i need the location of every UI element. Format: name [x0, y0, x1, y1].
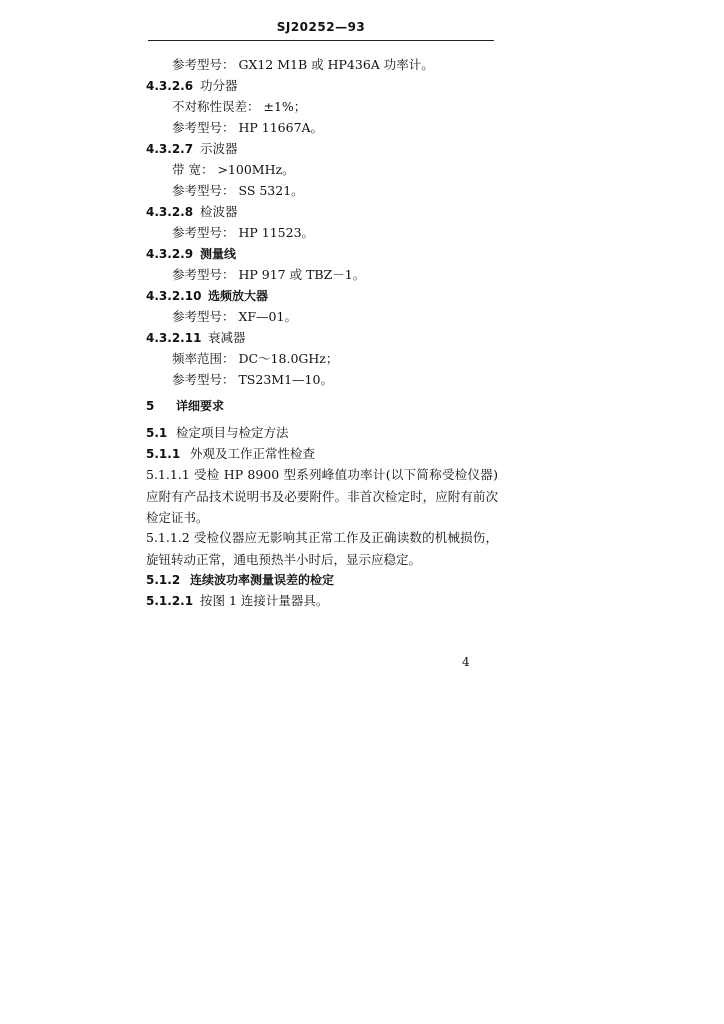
section-number: 4.3.2.9: [146, 247, 194, 261]
paragraph: 5.1.1.1 受检 HP 8900 型系列峰值功率计(以下简称受检仪器)应附有产品技术说明书及必要附件。非首次检定时，应附有前次检定证书。: [146, 467, 498, 525]
page-number: 4: [462, 655, 470, 669]
section-heading: [146, 288, 268, 304]
section-heading: [146, 246, 236, 262]
section-number: 5.1.2.1: [146, 594, 194, 608]
section-title: 详细要求: [176, 399, 225, 413]
section-number: 5.1.1: [146, 447, 181, 461]
text-line: 参考型号： GX12 M1B 或 HP436A 功率计。: [172, 57, 434, 72]
section-number: 4.3.2.7: [146, 142, 194, 156]
section-title: 连续波功率测量误差的检定: [190, 573, 335, 587]
section-title: 功分器: [200, 78, 238, 93]
section-heading: [146, 425, 289, 441]
section-number: 4.3.2.6: [146, 79, 194, 93]
section-title: 选频放大器: [208, 289, 269, 303]
text-line: 带 宽： >100MHz。: [172, 162, 295, 177]
section-title: 检定项目与检定方法: [176, 425, 289, 440]
text-line: 参考型号： HP 11667A。: [172, 120, 324, 135]
section-heading: [146, 78, 238, 94]
section-number: 4.3.2.8: [146, 205, 194, 219]
section-heading: [146, 398, 224, 414]
document-header: SJ20252—93: [276, 20, 366, 34]
text-line: 参考型号： SS 5321。: [172, 183, 304, 198]
section-heading: [146, 141, 238, 157]
section-number: 5: [146, 399, 155, 413]
section-heading: [146, 572, 334, 588]
paragraph: 5.1.1.2 受检仪器应无影响其正常工作及正确读数的机械损伤，旋钮转动正常，通电预热半小时后，显示应稳定。: [146, 530, 498, 567]
header-rule: [148, 40, 494, 41]
text-line: 参考型号： XF—01。: [172, 309, 297, 324]
section-number: 5.1.2: [146, 573, 181, 587]
section-title: 衰减器: [208, 330, 246, 345]
section-number: 4.3.2.11: [146, 331, 202, 345]
section-heading: [146, 204, 238, 220]
text-line: 参考型号： HP 11523。: [172, 225, 315, 240]
section-title: 示波器: [200, 141, 238, 156]
section-title: 按图 1 连接计量器具。: [200, 593, 329, 608]
section-heading: [146, 593, 328, 609]
text-line: 参考型号： HP 917 或 TBZ－1。: [172, 267, 366, 282]
section-title: 测量线: [200, 247, 237, 261]
text-line: 不对称性误差： ±1%；: [172, 99, 307, 114]
section-title: 检波器: [200, 204, 238, 219]
section-heading: [146, 446, 315, 462]
text-line: 参考型号： TS23M1—10。: [172, 372, 333, 387]
section-title: 外观及工作正常性检查: [190, 446, 316, 461]
text-line: 频率范围： DC～18.0GHz；: [172, 351, 339, 366]
section-number: 4.3.2.10: [146, 289, 202, 303]
section-heading: [146, 330, 246, 346]
section-number: 5.1: [146, 426, 168, 440]
